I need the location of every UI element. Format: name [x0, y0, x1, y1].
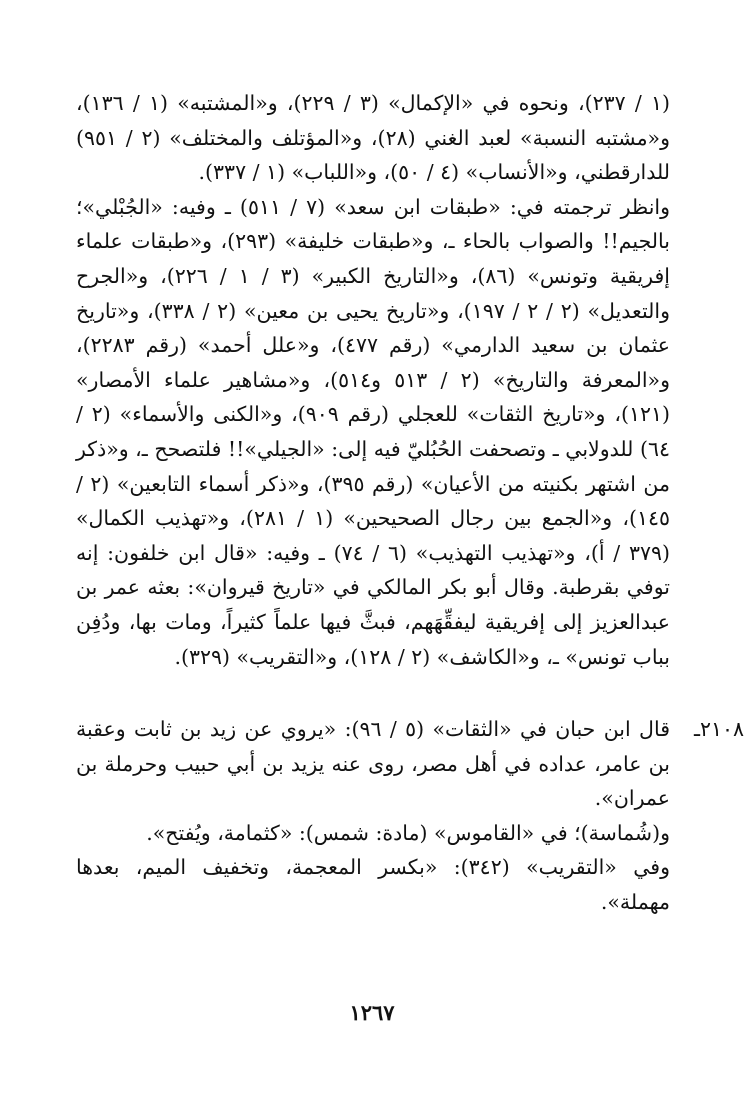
entry-paragraph-2: و(شُماسة)؛ في «القاموس» (مادة: شمس): «كثمامة، ويُفتح». — [146, 820, 670, 845]
entry-paragraph-3: وفي «التقريب» (٣٤٢): «بكسر المعجمة، وتخفيف الميم، بعدها مهملة». — [76, 855, 671, 915]
page-number: ١٢٦٧ — [349, 1000, 395, 1025]
reference-paragraph-2: وانظر ترجمته في: «طبقات ابن سعد» (٧ / ٥١١) ـ وفيه: «الجُبْلي»؛ بالجيم!! والصواب بالحاء ـ، و«طبقات خليفة» (٢٩٣)، و«طبقات علماء إفريقية وتونس» (٨٦)، و«التاريخ الكبير» (٣ / ١ / ٢٢٦)، و«الجرح والتعديل» (٢ / ٢ / ١٩٧)، و«تاريخ يحيى بن معين» (٢ / ٣٣٨)، و«تاريخ عثمان بن سعيد الدارمي» (رقم ٤٧٧)، و«علل أحمد» (رقم ٢٢٨٣)، و«المعرفة والتاريخ» (٢ / ٥١٣ و٥١٤)، و«مشاهير علماء الأمصار» (١٢١)، و«تاريخ الثقات» للعجلي (رقم ٩٠٩)، و«الكنى والأسماء» (٢ / ٦٤) للدولابي ـ وتصحفت الحُبُليّ فيه إلى: «الجيلي»!! فلتصحح ـ، و«ذكر من اشتهر بكنيته من الأعيان» (رقم ٣٩٥)، و«ذكر أسماء التابعين» (٢ / ١٤٥)، و«الجمع بين رجال الصحيحين» (١ / ٢٨١)، و«تهذيب الكمال» (٣٧٩ / أ)، و«تهذيب التهذيب» (٦ / ٧٤) ـ وفيه: «قال ابن خلفون: إنه توفي بقرطبة. وقال أبو بكر المالكي في «تاريخ قيروان»: بعثه عمر بن عبدالعزيز إلى إفريقية ليفقِّهَهم، فبثَّ فيها علماً كثيراً، ومات بها، ودُفِن بباب تونس» ـ، و«الكاشف» (٢ / ١٢٨)، و«التقريب» (٣٢٩). — [76, 194, 671, 669]
entry-number: ٢١٠٨ـ — [693, 717, 744, 742]
entry-paragraph-1: قال ابن حبان في «الثقات» (٥ / ٩٦): «يروي عن زيد بن ثابت وعقبة بن عامر، عداده في أهل مصر، روى عنه يزيد بن أبي حبيب وحرملة بن عمران». — [76, 717, 670, 811]
reference-paragraph-1: (١ / ٢٣٧)، ونحوه في «الإكمال» (٣ / ٢٢٩)، و«المشتبه» (١ / ١٣٦)، و«مشتبه النسبة» لعبد الغني (٢٨)، و«المؤتلف والمختلف» (٢ / ٩٥١) للدارقطني، و«الأنساب» (٤ / ٥٠)، و«اللباب» (١ / ٣٣٧). — [76, 91, 670, 185]
entry-2108 — [76, 712, 744, 920]
